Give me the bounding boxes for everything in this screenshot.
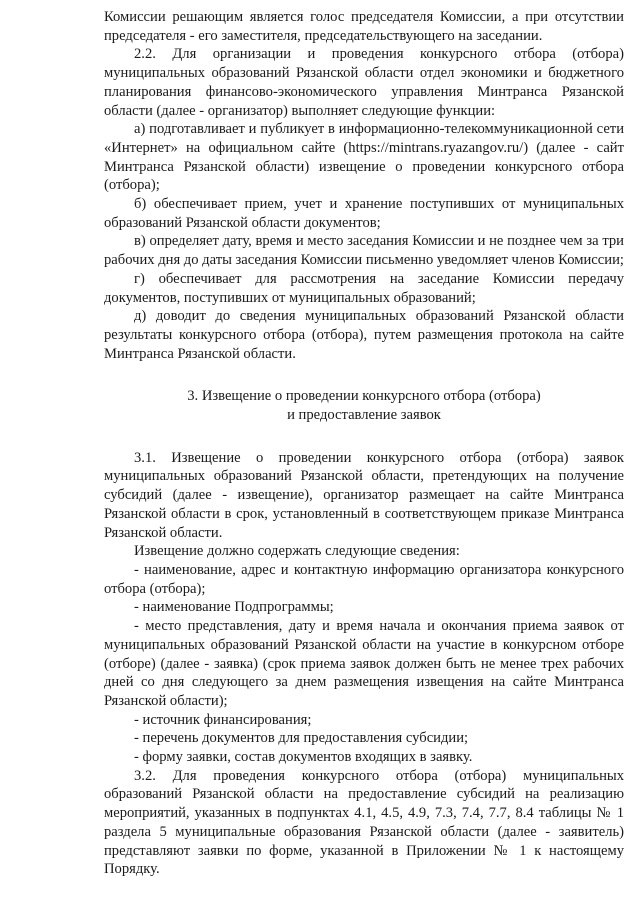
paragraph-commission-vote: Комиссии решающим является голос председателя Комиссии, а при отсутствии председателя - его заместителя, председательствующего на заседании. [104,9,624,44]
list-item-organizer-info: - наименование, адрес и контактную информацию организатора конкурсного отбора (отбора); [104,561,624,597]
list-item-application-form: - форму заявки, состав документов входящих в заявку. [134,749,473,766]
list-item-a: а) подготавливает и публикует в информационно-телекоммуникационной сети «Интернет» на официальном сайте (https://mintrans.ryazangov.ru/) (далее - сайт Минтранса Рязанской области) извещение о проведении конкурсного отбора (отбора); [104,121,624,194]
list-item-v: в) определяет дату, время и место заседания Комиссии и не позднее чем за три рабочих дня до даты заседания Комиссии письменно уведомляет членов Комиссии; [104,233,624,269]
list-item-submission-place-dates: - место представления, дату и время начала и окончания приема заявок от муниципальных образований Рязанской области на участие в конкурсном отборе (отборе) (далее - заявка) (срок приема заявок должен быть не менее трех рабочих дней со дня следующего за днем размещения извещения на сайте Минтранса Рязанской области); [104,618,624,709]
paragraph-3-2: 3.2. Для проведения конкурсного отбора (отбора) муниципальных образований Рязанской области на предоставление субсидий на реализацию мероприятий, указанных в подпунктах 4.1, 4.5, 4.9, 7.3, 7.4, 7.7, 8.4 таблицы № 1 раздела 5 муниципальные образования Рязанской области (далее - заявитель) представляют заявки по форме, указанной в Приложении № 1 к настоящему Порядку. [104,767,624,878]
spacer [104,363,624,387]
list-item-documents-list: - перечень документов для предоставления субсидии; [134,730,469,747]
section-3-heading-line2: и предоставление заявок [287,407,441,424]
spacer [104,425,624,449]
paragraph-3-1: 3.1. Извещение о проведении конкурсного отбора (отбора) заявок муниципальных образований Рязанской области, претендующих на получение субсидий (далее - извещение), организатор размещает на сайте Минтранса Рязанской области в срок, установленный в соответствующем приказе Минтранса Рязанской области. [104,449,624,541]
list-item-g: г) обеспечивает для рассмотрения на заседание Комиссии передачу документов, поступивших от муниципальных образований; [104,270,624,306]
paragraph-2-2: 2.2. Для организации и проведения конкурсного отбора (отбора) муниципальных образований Рязанской области отдел экономики и бюджетного планирования финансово-экономического управления Минтранса Рязанской области (далее - организатор) выполняет следующие функции: [104,46,624,119]
document-page [104,8,624,879]
list-item-b: б) обеспечивает прием, учет и хранение поступивших от муниципальных образований Рязанской области документов; [104,196,624,231]
list-item-d: д) доводит до сведения муниципальных образований Рязанской области результаты конкурсного отбора (отбора), путем размещения протокола на сайте Минтранса Рязанской области. [104,308,624,362]
paragraph-notice-contents-intro: Извещение должно содержать следующие сведения: [134,543,460,560]
list-item-funding-source: - источник финансирования; [134,711,312,728]
section-3-heading-line1: 3. Извещение о проведении конкурсного отбора (отбора) [187,388,541,405]
list-item-subprogram-name: - наименование Подпрограммы; [134,599,334,616]
